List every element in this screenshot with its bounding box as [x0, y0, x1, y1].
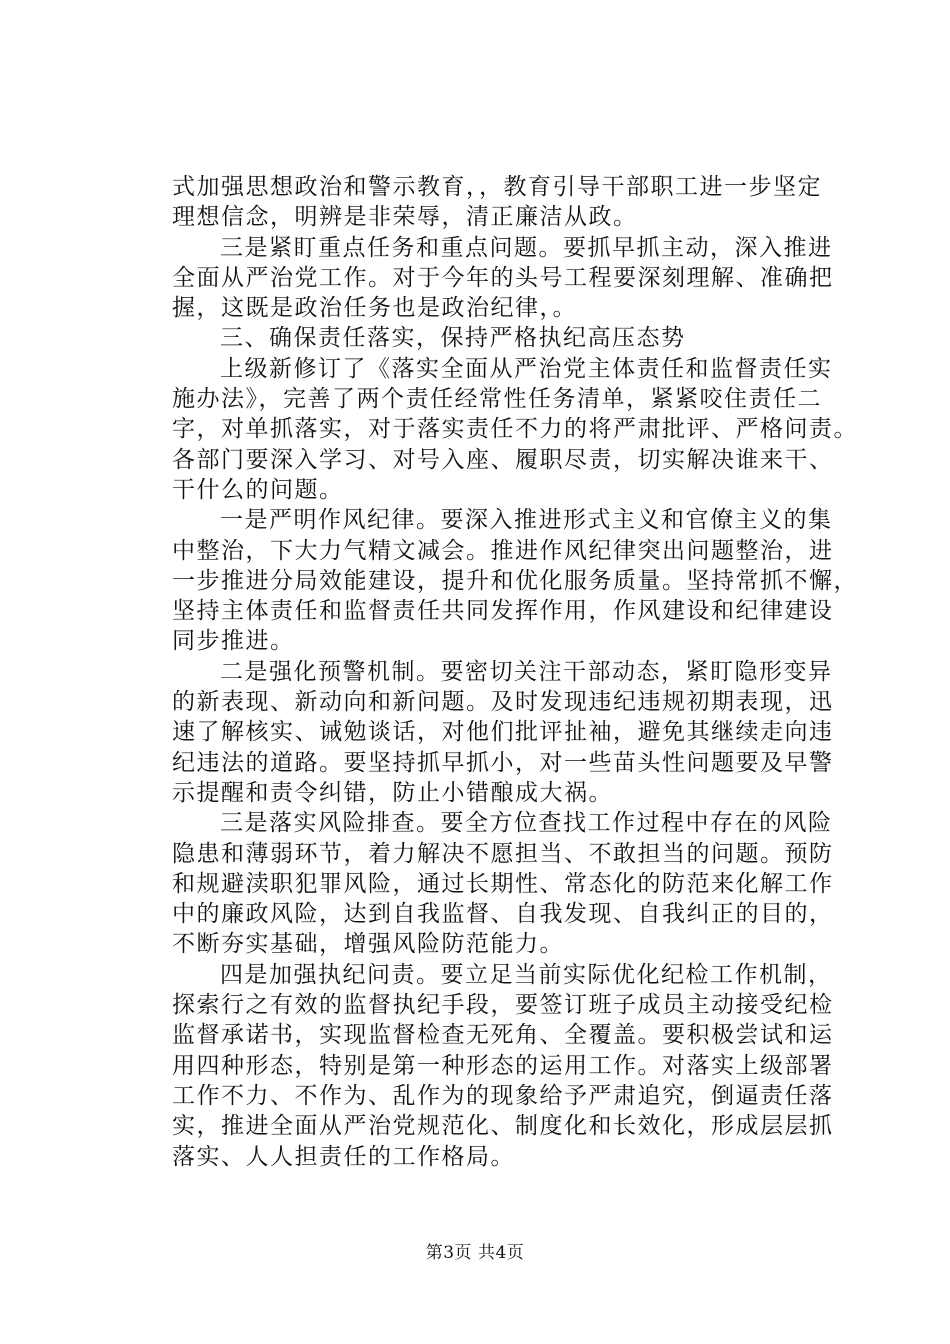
text-line: 字，对单抓落实，对于落实责任不力的将严肃批评、严格问责。	[172, 416, 858, 443]
text-line: 一是严明作风纪律。要深入推进形式主义和官僚主义的集	[220, 507, 833, 534]
text-line: 实，推进全面从严治党规范化、制度化和长效化，形成层层抓	[172, 1113, 834, 1140]
text-line: 速了解核实、诫勉谈话，对他们批评扯袖，避免其继续走向违	[172, 719, 834, 746]
text-line: 不断夯实基础，增强风险防范能力。	[172, 931, 564, 958]
text-line: 和规避渎职犯罪风险，通过长期性、常态化的防范来化解工作	[172, 870, 834, 897]
text-line: 工作不力、不作为、乱作为的现象给予严肃追究，倒逼责任落	[172, 1082, 834, 1109]
text-line: 探索行之有效的监督执纪手段，要签订班子成员主动接受纪检	[172, 992, 834, 1019]
text-line: 四是加强执纪问责。要立足当前实际优化纪检工作机制，	[220, 961, 833, 988]
text-line: 中的廉政风险，达到自我监督、自我发现、自我纠正的目的，	[172, 901, 834, 928]
text-line: 各部门要深入学习、对号入座、履职尽责，切实解决谁来干、	[172, 446, 834, 473]
text-line: 纪违法的道路。要坚持抓早抓小，对一些苗头性问题要及早警	[172, 749, 834, 776]
text-line: 中整治，下大力气精文减会。推进作风纪律突出问题整治，进	[172, 537, 834, 564]
text-line: 隐患和薄弱环节，着力解决不愿担当、不敢担当的问题。预防	[172, 840, 834, 867]
document-body	[172, 172, 864, 1172]
page-number-footer: 第3页 共4页	[425, 1243, 525, 1263]
text-line: 一步推进分局效能建设，提升和优化服务质量。坚持常抓不懈，	[172, 567, 858, 594]
text-line: 监督承诺书，实现监督检查无死角、全覆盖。要积极尝试和运	[172, 1022, 834, 1049]
text-line: 坚持主体责任和监督责任共同发挥作用，作风建设和纪律建设	[172, 598, 834, 625]
text-line: 三是紧盯重点任务和重点问题。要抓早抓主动，深入推进	[220, 234, 833, 261]
text-line: 用四种形态，特别是第一种形态的运用工作。对落实上级部署	[172, 1052, 834, 1079]
text-line: 三、确保责任落实，保持严格执纪高压态势	[220, 325, 686, 352]
text-line: 二是强化预警机制。要密切关注干部动态，紧盯隐形变异	[220, 658, 833, 685]
text-line: 全面从严治党工作。对于今年的头号工程要深刻理解、准确把	[172, 264, 834, 291]
text-line: 握，这既是政治任务也是政治纪律，。	[172, 295, 577, 322]
text-line: 示提醒和责令纠错，防止小错酿成大祸。	[172, 779, 613, 806]
text-line: 的新表现、新动向和新问题。及时发现违纪违规初期表现，迅	[172, 689, 834, 716]
text-line: 上级新修订了《落实全面从严治党主体责任和监督责任实	[220, 355, 833, 382]
text-line: 理想信念，明辨是非荣辱，清正廉洁从政。	[172, 204, 638, 231]
text-line: 式加强思想政治和警示教育，，教育引导干部职工进一步坚定	[172, 174, 822, 200]
text-line: 三是落实风险排查。要全方位查找工作过程中存在的风险	[220, 810, 833, 837]
text-line: 施办法》，完善了两个责任经常性任务清单，紧紧咬住责任二	[172, 386, 822, 413]
text-line: 干什么的问题。	[172, 476, 344, 503]
text-line: 同步推进。	[172, 628, 295, 655]
text-line: 落实、人人担责任的工作格局。	[172, 1143, 515, 1170]
